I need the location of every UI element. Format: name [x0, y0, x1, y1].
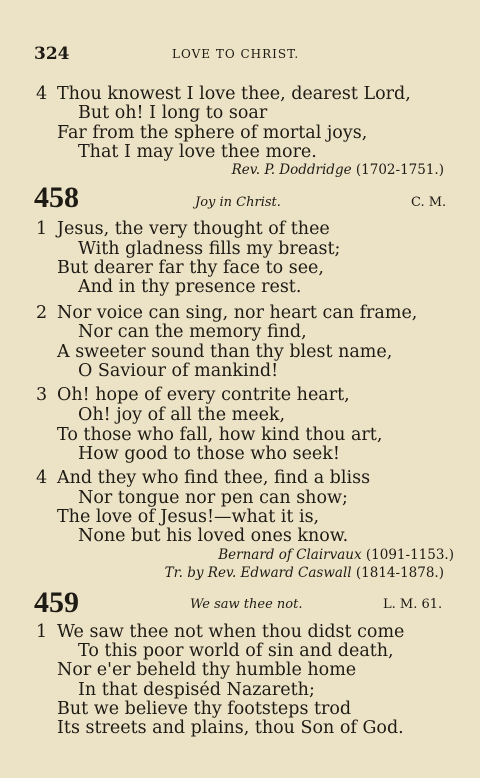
verse-line: That I may love thee more.	[78, 142, 317, 162]
verse-number: 4	[36, 84, 48, 104]
verse-line: Nor voice can sing, nor heart can frame,	[57, 303, 418, 323]
verse-line: Nor can the memory find,	[78, 322, 307, 342]
hymn-title: We saw thee not.	[190, 597, 303, 612]
verse-line: The love of Jesus!—what it is,	[57, 507, 320, 527]
author-name: Rev. P. Doddridge	[231, 162, 352, 178]
verse-line: But we believe thy footsteps trod	[57, 699, 352, 719]
verse-line: To this poor world of sin and death,	[78, 641, 394, 661]
verse-line: O Saviour of mankind!	[78, 361, 279, 381]
verse-line: Far from the sphere of mortal joys,	[57, 123, 368, 143]
author-credit	[218, 546, 454, 564]
hymn-meter: L. M. 61.	[383, 597, 443, 612]
verse-line: But dearer far thy face to see,	[57, 258, 324, 278]
author-dates: (1702-1751.)	[355, 162, 444, 178]
hymn-title: Joy in Christ.	[195, 195, 281, 210]
verse-number: 4	[36, 468, 48, 488]
verse-line: Thou knowest I love thee, dearest Lord,	[57, 84, 411, 104]
verse-line: And in thy presence rest.	[78, 277, 302, 297]
translator-credit	[165, 564, 444, 582]
page-number: 324	[34, 44, 70, 64]
verse-number: 3	[36, 385, 48, 405]
verse-line: None but his loved ones know.	[78, 526, 349, 546]
verse-number: 1	[36, 219, 48, 239]
verse-line: To those who fall, how kind thou art,	[57, 425, 383, 445]
translator-dates: (1814-1878.)	[355, 565, 444, 581]
verse-line: Oh! joy of all the meek,	[78, 405, 286, 425]
verse-line: Its streets and plains, thou Son of God.	[57, 718, 404, 738]
verse-number: 2	[36, 303, 48, 323]
hymn-number: 459	[34, 586, 79, 619]
verse-line: With gladness fills my breast;	[78, 239, 341, 259]
verse-line: Nor e'er beheld thy humble home	[57, 660, 357, 680]
verse-number: 1	[36, 622, 48, 642]
verse-line: Nor tongue nor pen can show;	[78, 488, 348, 508]
verse-line: Oh! hope of every contrite heart,	[57, 385, 350, 405]
verse-line: Jesus, the very thought of thee	[57, 219, 330, 239]
verse-line: But oh! I long to soar	[78, 103, 268, 123]
author-dates: (1091-1153.)	[365, 547, 454, 563]
author-credit	[232, 161, 444, 179]
verse-line: How good to those who seek!	[78, 444, 340, 464]
author-name: Bernard of Clairvaux	[218, 547, 362, 563]
verse-line: In that despiséd Nazareth;	[78, 680, 315, 700]
verse-line: And they who find thee, find a bliss	[57, 468, 371, 488]
verse-line: A sweeter sound than thy blest name,	[57, 342, 393, 362]
hymn-number: 458	[34, 181, 79, 214]
verse-line: We saw thee not when thou didst come	[57, 622, 405, 642]
translator-name: Tr. by Rev. Edward Caswall	[164, 565, 352, 581]
hymn-meter: C. M.	[411, 195, 447, 210]
running-title: LOVE TO CHRIST.	[172, 47, 300, 61]
